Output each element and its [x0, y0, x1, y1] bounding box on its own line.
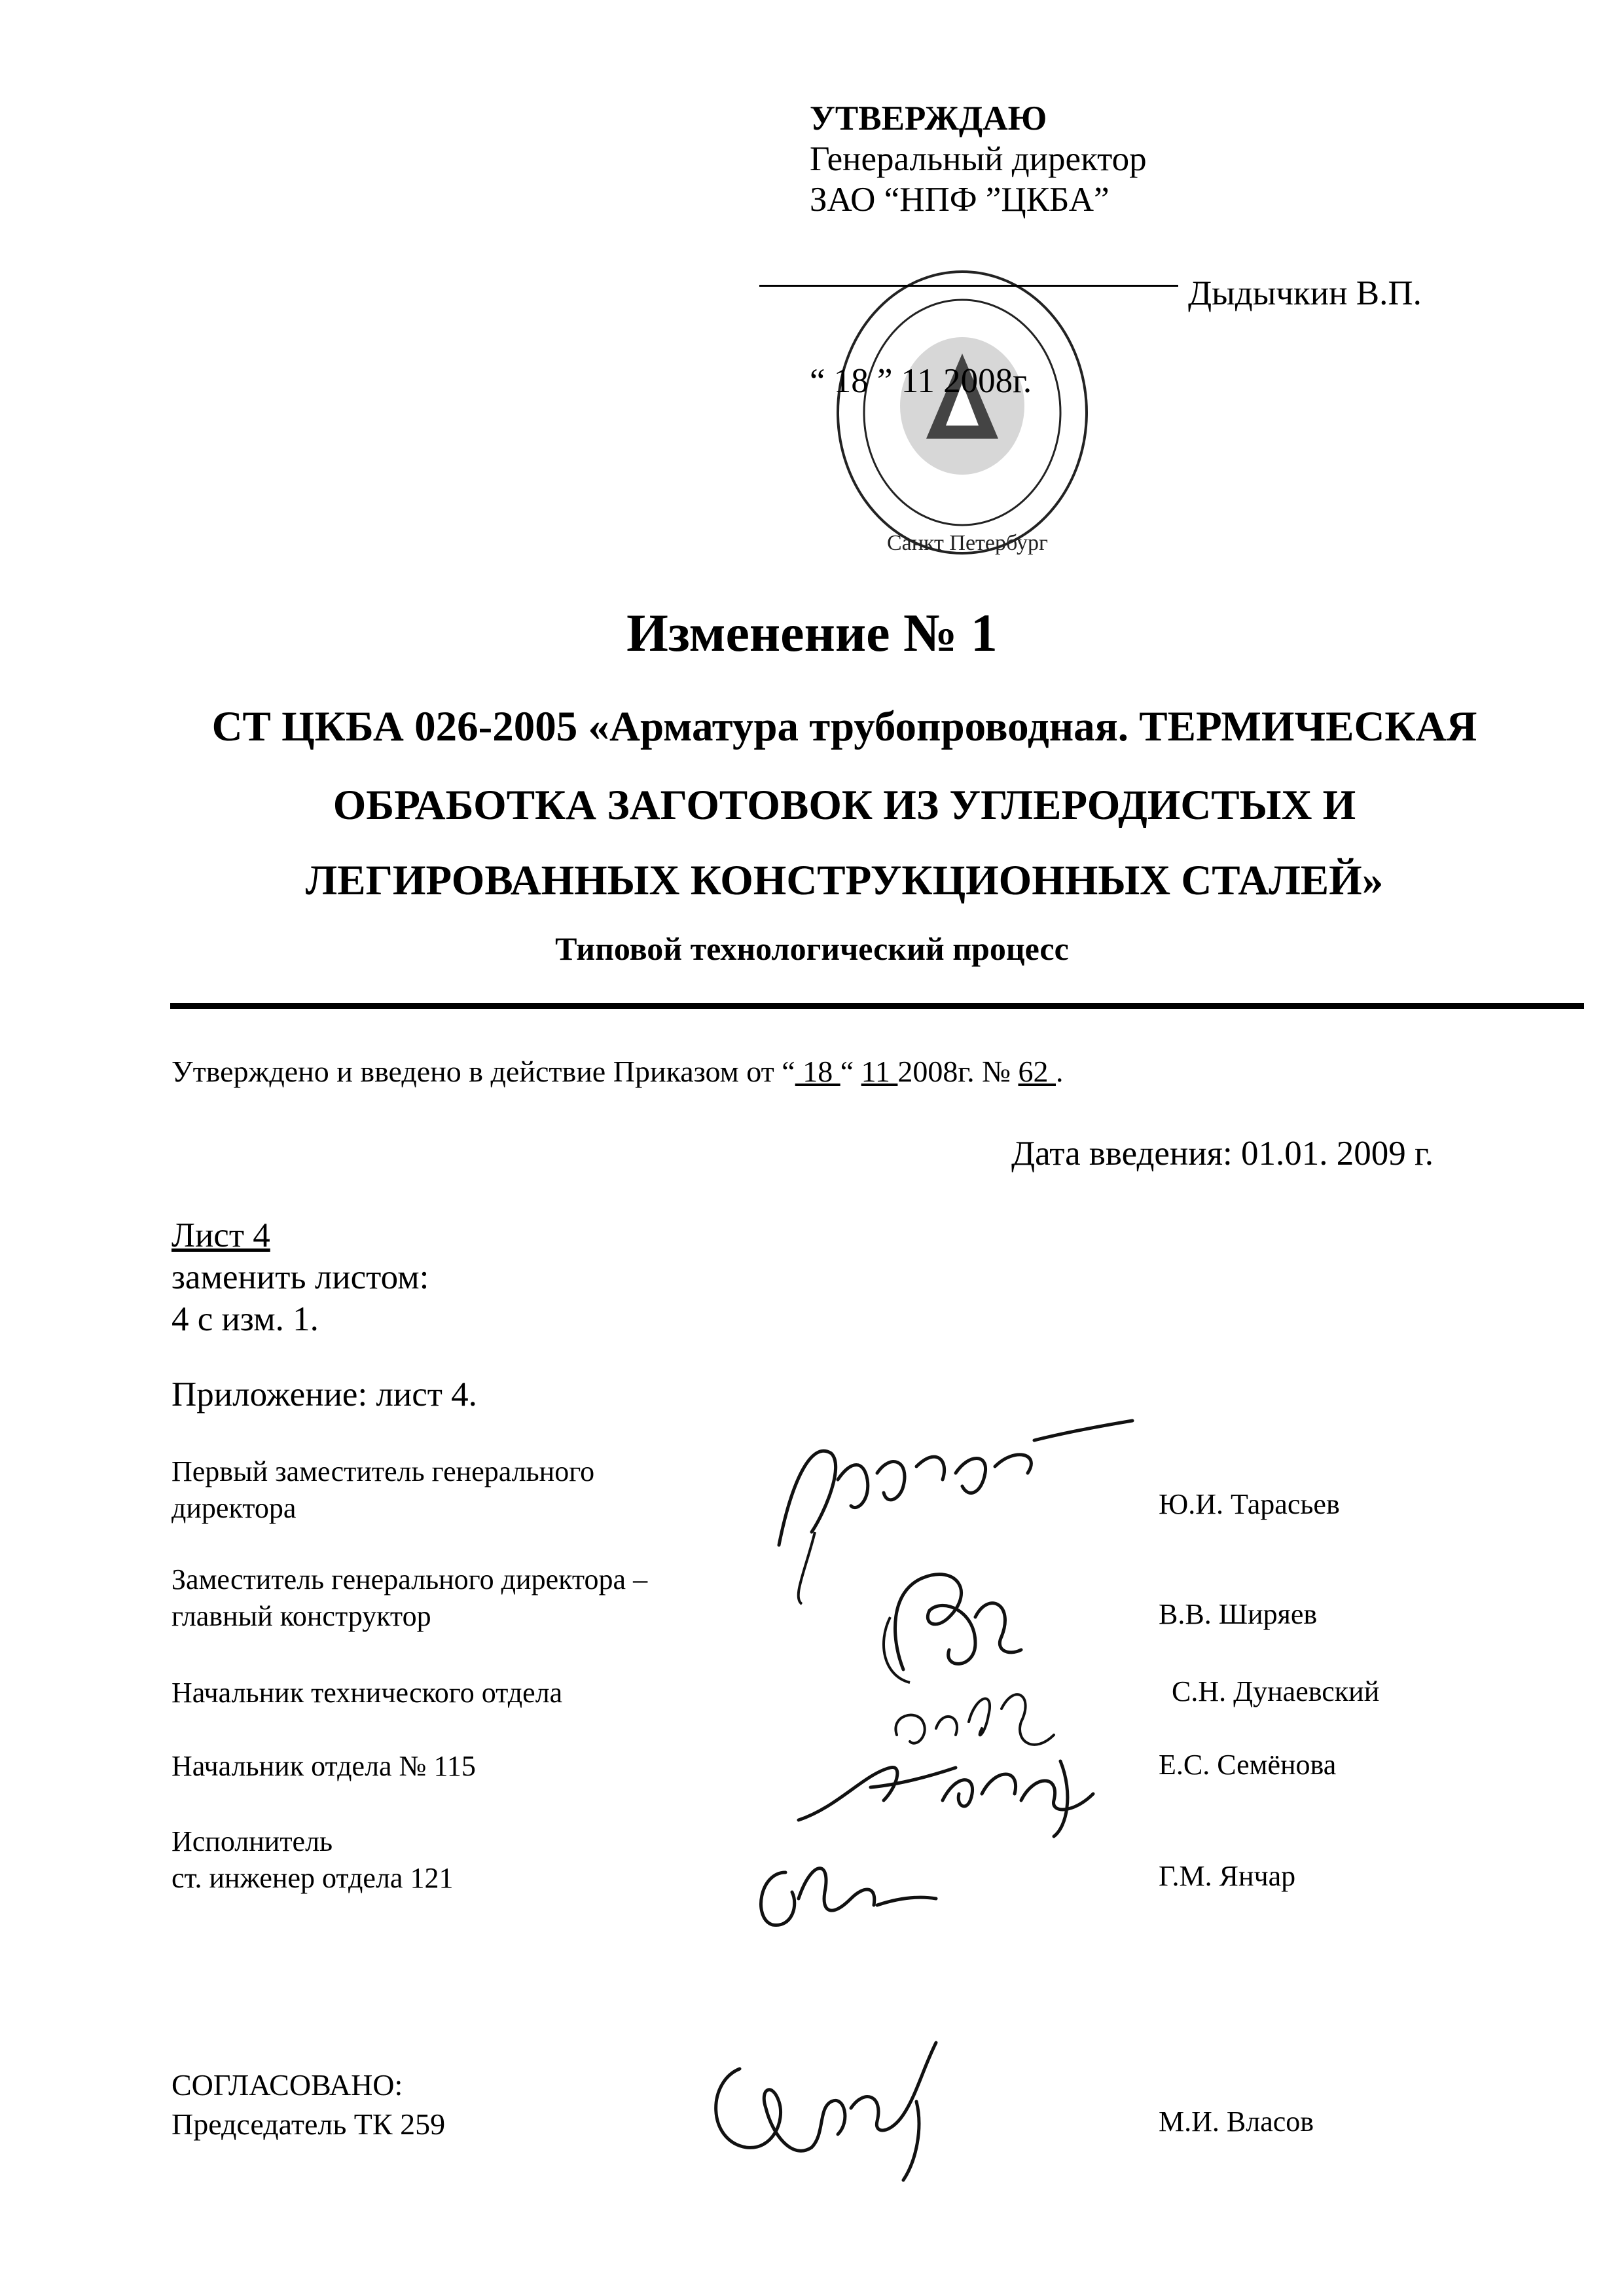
title-line: Первый заместитель генерального [171, 1455, 595, 1487]
order-line [171, 1054, 1063, 1089]
standard-line-2: ОБРАБОТКА ЗАГОТОВОК ИЗ УГЛЕРОДИСТЫХ И [333, 782, 1356, 829]
director-name: Дыдычкин В.П. [1188, 274, 1422, 312]
sheet-label: Лист 4 [171, 1216, 270, 1254]
signatory-title [171, 1561, 647, 1635]
approval-heading: УТВЕРЖДАЮ [810, 100, 1047, 137]
agreement-position: Председатель ТК 259 [171, 2107, 446, 2141]
signatory-name: Е.С. Семёнова [1159, 1749, 1337, 1781]
title-line: ст. инженер отдела 121 [171, 1862, 454, 1894]
standard-line-1: СТ ЦКБА 026-2005 «Арматура трубопроводная. ТЕРМИЧЕСКАЯ [211, 703, 1477, 750]
document-title: Изменение № 1 [626, 603, 998, 663]
approval-date: “ 18 ” 11 2008г. [810, 362, 1032, 400]
approval-position: Генеральный директор [810, 140, 1147, 178]
signatory-title [171, 1748, 476, 1785]
sheet-block [171, 1214, 429, 1340]
agreement-block [171, 2066, 445, 2144]
order-day: 18 [795, 1055, 840, 1088]
order-suffix: . [1055, 1055, 1064, 1088]
introduction-date: Дата введения: 01.01. 2009 г. [1011, 1135, 1434, 1173]
agreement-heading: СОГЛАСОВАНО: [171, 2068, 403, 2102]
svg-text:Санкт Петербург: Санкт Петербург [887, 531, 1048, 555]
sheet-replace: заменить листом: [171, 1258, 429, 1296]
title-line: Заместитель генерального директора – [171, 1563, 648, 1595]
appendix: Приложение: лист 4. [171, 1376, 477, 1413]
title-line: директора [171, 1492, 297, 1524]
document-subtitle: Типовой технологический процесс [555, 930, 1069, 967]
signatory-name: Ю.И. Тарасьев [1159, 1488, 1340, 1520]
title-line: Начальник технического отдела [171, 1677, 563, 1709]
company-seal-icon [818, 242, 1093, 570]
signatory-name: В.В. Ширяев [1159, 1598, 1318, 1630]
signature-yanchar [740, 1833, 956, 1938]
order-month: 11 [861, 1055, 898, 1088]
signatory-title [171, 1453, 594, 1527]
signature-vlasov [694, 2030, 956, 2200]
signatory-name: Г.М. Янчар [1159, 1860, 1296, 1892]
approval-organization: ЗАО “НПФ ”ЦКБА” [810, 181, 1110, 219]
signatory-title [171, 1823, 453, 1897]
signatory-name: С.Н. Дунаевский [1172, 1675, 1380, 1707]
signature-semenova [785, 1722, 1126, 1840]
approval-block [810, 98, 1147, 220]
signatory-title [171, 1675, 562, 1711]
signature-line [759, 278, 1178, 287]
title-line: Начальник отдела № 115 [171, 1750, 476, 1782]
order-mid1: “ [840, 1055, 861, 1088]
standard-line-3: ЛЕГИРОВАННЫХ КОНСТРУКЦИОННЫХ СТАЛЕЙ» [305, 857, 1384, 904]
order-number: 62 [1018, 1055, 1056, 1088]
order-prefix: Утверждено и введено в действие Приказом от “ [171, 1055, 795, 1088]
divider [170, 1003, 1584, 1009]
order-mid2: 2008г. № [897, 1055, 1019, 1088]
title-line: Исполнитель [171, 1825, 333, 1857]
agreement-name: М.И. Власов [1159, 2105, 1314, 2138]
title-line: главный конструктор [171, 1600, 431, 1632]
sheet-with: 4 с изм. 1. [171, 1300, 319, 1338]
